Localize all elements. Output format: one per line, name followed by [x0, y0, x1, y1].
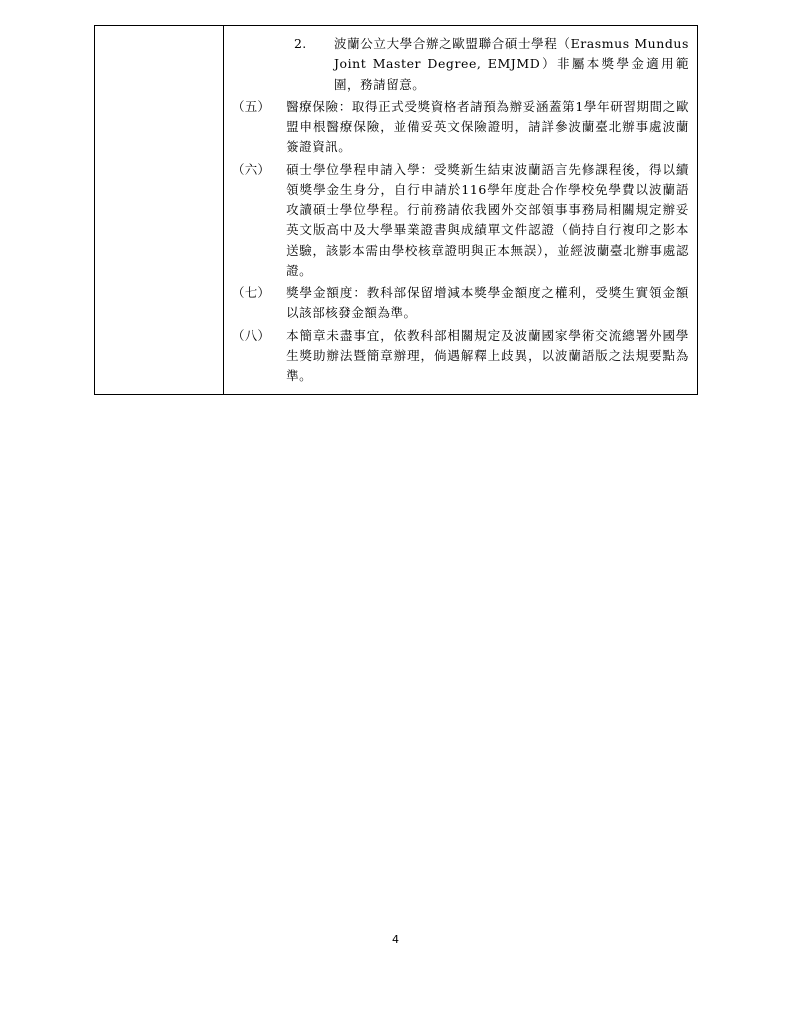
clause-text: 醫療保險：取得正式受獎資格者請預為辦妥涵蓋第1學年研習期間之歐盟申根醫療保險，並備妥英文保險證明，請詳參波蘭臺北辦事處波蘭簽證資訊。 — [286, 98, 689, 155]
table-cell-body — [224, 26, 698, 395]
clause-7 — [232, 283, 689, 324]
clause-marker: （七） — [232, 285, 271, 300]
clause-marker: （五） — [232, 98, 271, 114]
clause-marker: （八） — [232, 327, 271, 343]
page-number: 4 — [392, 933, 399, 946]
clause-8 — [232, 326, 689, 387]
clause-text: 本簡章未盡事宜，依教科部相關規定及波蘭國家學術交流總署外國學生獎助辦法暨簡章辦理，倘遇解釋上歧異，以波蘭語版之法規要點為準。 — [286, 327, 689, 383]
list-item-number: 2. — [294, 36, 307, 51]
clause-6 — [232, 160, 689, 282]
table-row — [95, 26, 698, 395]
list-item-text: 波蘭公立大學合辦之歐盟聯合碩士學程（Erasmus Mundus Joint Master Degree, EMJMD）非屬本獎學金適用範圍，務請留意。 — [334, 36, 689, 92]
clause-text: 獎學金額度：教科部保留增減本獎學金額度之權利，受獎生實領金額以該部核發金額為準。 — [286, 285, 689, 321]
table-cell-label — [95, 26, 224, 395]
list-item-numbered-2 — [232, 34, 689, 95]
clause-text: 碩士學位學程申請入學：受獎新生結束波蘭語言先修課程後，得以續領獎學金生身分，自行申請於116學年度赴合作學校免學費以波蘭語攻讀碩士學位學程。行前務請依我國外交部領事事務局相關規定辦妥英文版高中及大學畢業證書與成績單文件認證（倘持自行複印之影本送驗，該影本需由學校核章證明與正本無誤），並經波蘭臺北辦事處認證。 — [286, 161, 689, 278]
label-cell-content — [95, 26, 223, 40]
content-table — [94, 25, 698, 395]
clause-marker: （六） — [232, 161, 271, 177]
body-cell-content — [224, 26, 697, 394]
clause-5 — [232, 97, 689, 158]
